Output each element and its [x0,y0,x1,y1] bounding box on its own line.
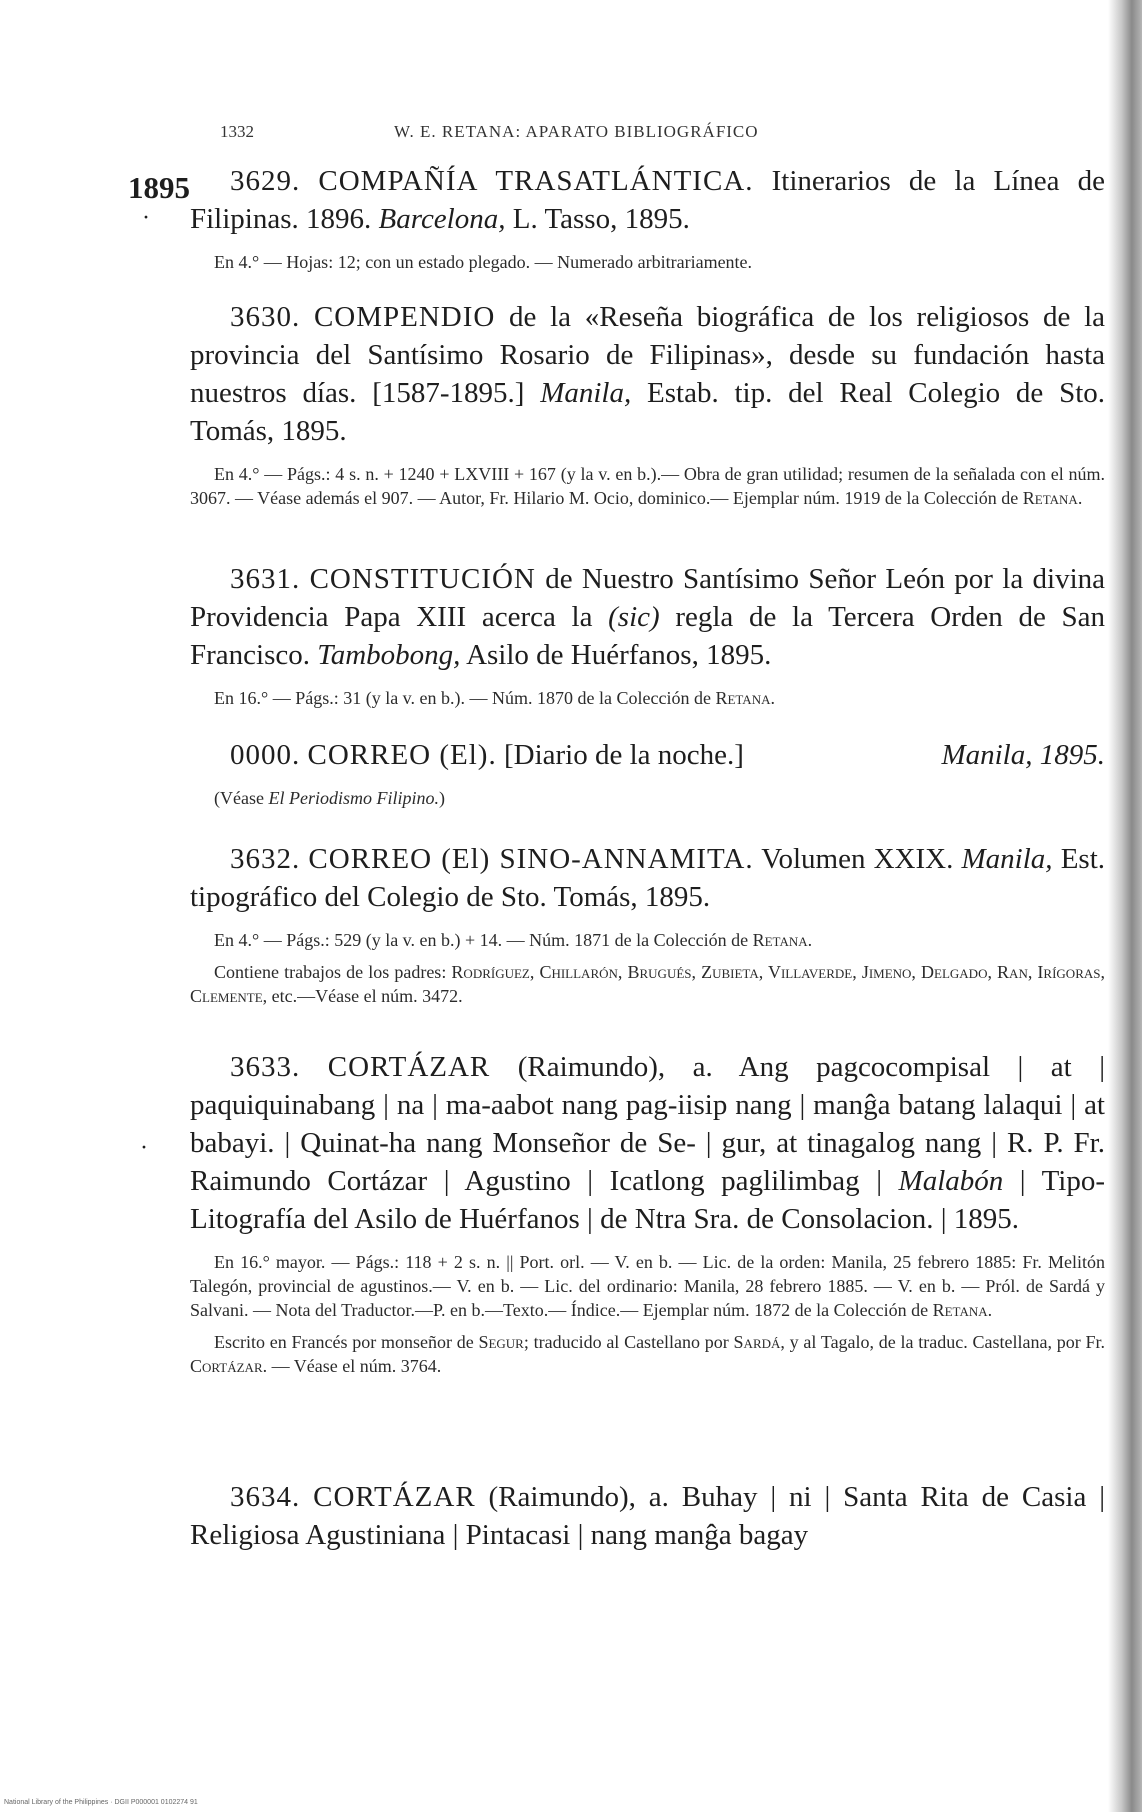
note-text: En 16.° — Págs.: 31 (y la v. en b.). — Núm. 1870 de la Colección de [214,688,711,708]
entry-place: Barcelona, [378,203,506,235]
note-text: , y al Tagalo, de la traduc. Castellana, por Fr. [780,1332,1105,1352]
entry-title: CORREO (El) SINO-ANNAMITA. [308,843,754,875]
entry-body: | Tipo-Litografía del Asilo de Huérfanos | de Ntra Sra. de Consolacion. | 1895. [190,1165,1105,1235]
collection-name: Retana [1022,488,1078,508]
entry-number: 3632. [230,843,301,875]
collection-name: Retana [752,930,808,950]
entry-note [190,928,1105,952]
see-also [190,786,1105,810]
entry-note: En 4.° — Hojas: 12; con un estado plegado. — Numerado arbitrariamente. [214,252,753,272]
entry-body: (Raimundo), a. Ang pagcocompisal | at | paquiquinabang | na | ma-aabot nang pag-iisip nang | manĝa batang lalaqui | at babayi. | Quinat-ha nang Monseñor de Se- | gur, at tinagalog nang | R. P. Fr. Raimundo Cortázar | Agustino | Icatlong paglilimbag | [190,1051,1105,1197]
margin-dot: · [140,1135,148,1161]
entry-text [190,162,1105,238]
entry-title: CONSTITUCIÓN [309,563,536,595]
note-end: . [987,1300,993,1320]
entry-place: Manila, 1895. [941,739,1105,771]
entry-body: (Raimundo), a. Buhay | ni | Santa Rita de Casia | Religiosa Agustiniana | Pintacasi | nang manĝa bagay [190,1481,1106,1551]
note-text: En 16.° mayor. — Págs.: 118 + 2 s. n. || Port. orl. — V. en b. — Lic. de la orden: Manila, 25 febrero 1885: Fr. Melitón Talegón, provincial de agustinos.— V. en b. — Lic. del ordinario: Manila, 28 febrero 1885. — V. en b. — Pról. de Sardá y Salvani. — Nota del Traductor.—P. en b.—Texto.— Índice.— Ejemplar núm. 1872 de la Colección de [190,1252,1105,1320]
page-number: 1332 [220,122,254,141]
entry-body: Volumen XXIX. [753,843,954,875]
entry-text [190,1048,1105,1238]
entry-number: 3631. [230,563,301,595]
entry-body: de la «Reseña biográfica de los religiosos de la provincia del Santísimo Rosario de Filipinas», desde su fundación hasta nuestros días. [1587-1895.] [190,301,1106,409]
entry-place: Tambobong, [317,639,461,671]
note-end: . [770,688,775,708]
see-text: (Véase [214,788,269,808]
entry-text [190,840,1105,916]
author-name: Sardá [733,1332,781,1352]
margin-dot: · [142,205,150,231]
entry-3634 [190,1478,1105,1554]
entry-number: 3633. [230,1051,301,1083]
entry-note-2 [190,1330,1105,1378]
entry-number: 0000. [230,739,301,771]
entry-3631 [190,560,1105,710]
entry-title: CORTÁZAR [327,1051,491,1083]
entry-title: COMPENDIO [313,301,496,333]
see-text: ) [438,788,445,808]
entry-text [190,736,1105,774]
entry-number: 3630. [230,301,301,333]
entry-body: de Nuestro Santísimo Señor León por la divina Providencia Papa XIII acerca la [190,563,1105,633]
note-end: . [807,930,813,950]
entry-3630 [190,298,1105,510]
entry-title: CORTÁZAR [313,1481,476,1513]
year-marker: 1895 [128,170,190,205]
entry-note [190,462,1105,510]
note-text: ; traducido al Castellano por [523,1332,734,1352]
note-text: En 4.° — Págs.: 529 (y la v. en b.) + 14. — Núm. 1871 de la Colección de [214,930,749,950]
note-text: etc.—Véase el núm. 3472. [267,986,463,1006]
entry-place: Manila, [540,377,632,409]
entry-printer: Asilo de Huérfanos, 1895. [460,639,772,671]
entry-text [190,560,1105,674]
entry-place: Malabón [898,1165,1004,1197]
entry-3632 [190,840,1105,1008]
note-text: Escrito en Francés por monseñor de [214,1332,479,1352]
note-end: . [1077,488,1083,508]
note-text: Contiene trabajos de los padres: [214,962,452,982]
entry-printer: Estab. tip. del Real Colegio de Sto. Tomás, 1895. [190,377,1106,447]
author-names: Rodríguez, Chillarón, Brugués, Zubieta, Villaverde, Jimeno, Delgado, Ran, Irígoras, Clemente, [190,962,1105,1006]
page-edge-shadow [1108,0,1142,1812]
entry-title: CORREO (El). [307,739,497,771]
running-title: W. E. RETANA: APARATO BIBLIOGRÁFICO [394,122,759,141]
entry-printer: Est. tipográfico del Colegio de Sto. Tomás, 1895. [190,843,1106,913]
entry-0000 [190,736,1105,810]
collection-name: Retana [715,688,771,708]
entry-number: 3634. [230,1481,301,1513]
entry-3633 [190,1048,1105,1378]
entry-note [190,1250,1105,1322]
entry-text [190,298,1105,450]
entry-note [190,686,1105,710]
note-text: En 4.° — Págs.: 4 s. n. + 1240 + LXVIII + 167 (y la v. en b.).— Obra de gran utilidad; resumen de la señalada con el núm. 3067. — Véase además el 907. — Autor, Fr. Hilario M. Ocio, dominico.— Ejemplar núm. 1919 de la Colección de [190,464,1105,508]
entry-body: [Diario de la noche.] [496,739,744,771]
see-ref: El Periodismo Filipino. [268,788,439,808]
entry-number: 3629. [230,165,301,197]
entry-body: regla de la Tercera Orden de San Francisco. [190,601,1105,671]
sic-mark: (sic) [608,601,660,633]
entry-3629 [190,162,1105,274]
scan-footer: National Library of the Philippines · DGII P000001 0102274 91 [4,1799,198,1806]
note-text: . — Véase el núm. 3764. [262,1356,442,1376]
entry-note-2 [190,960,1105,1008]
author-name: Cortázar [190,1356,263,1376]
running-header [220,122,759,142]
entry-place: Manila, [961,843,1053,875]
collection-name: Retana [932,1300,988,1320]
entry-text [190,1478,1105,1554]
entry-printer: L. Tasso, 1895. [505,203,690,235]
author-name: Segur [478,1332,524,1352]
entry-title: COMPAÑÍA TRASATLÁNTICA. [318,165,754,197]
entry-body: Itinerarios de la Línea de Filipinas. 1896. [190,165,1106,235]
